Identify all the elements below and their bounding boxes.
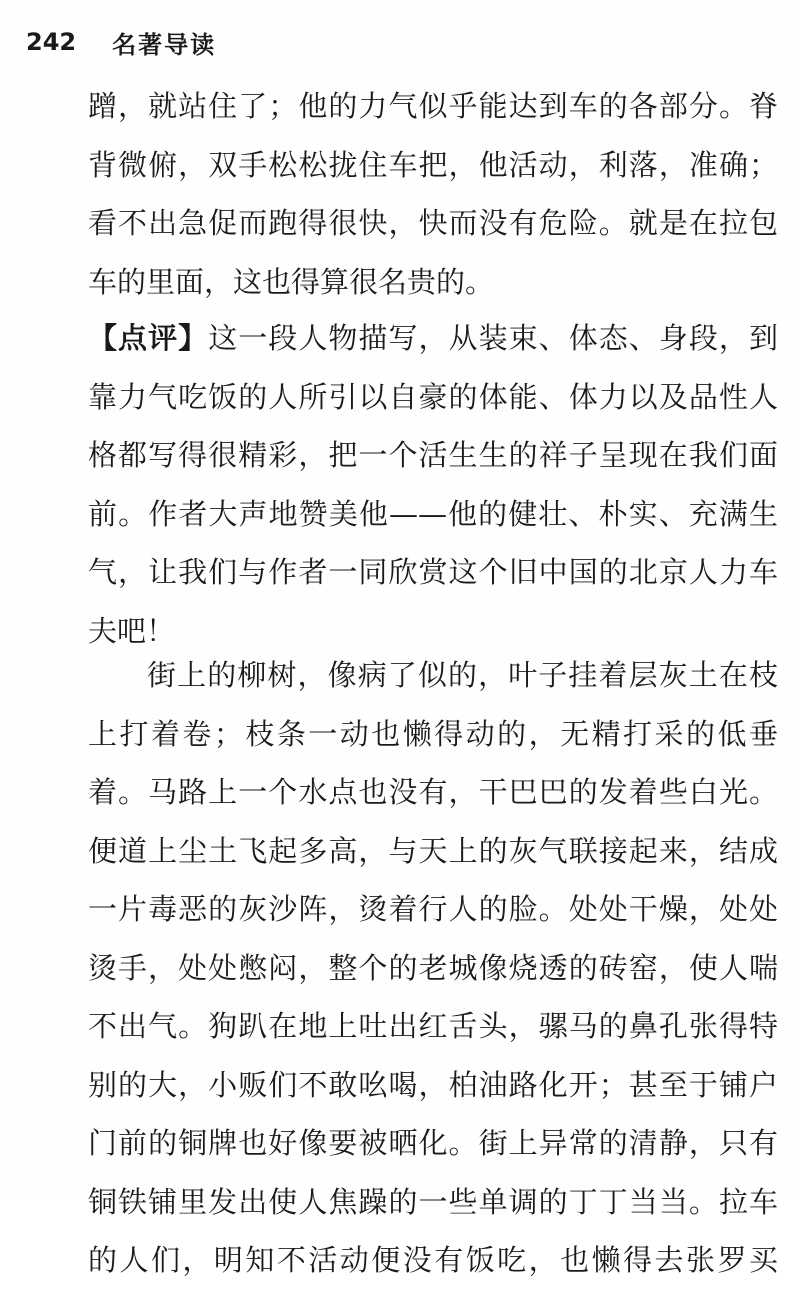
text-line: 街上的柳树，像病了似的，叶子挂着层灰土在枝	[147, 658, 778, 692]
book-title: 名著导读	[112, 30, 217, 59]
commentary-first-line-text: 这一段人物描写，从装束、体态、身段，到	[208, 321, 778, 355]
text-line: 着。马路上一个水点也没有，干巴巴的发着些白光。	[88, 775, 778, 809]
paragraph-2	[88, 646, 778, 1290]
text-line: 铜铁铺里发出使人焦躁的一些单调的丁丁当当。拉车	[88, 1184, 778, 1219]
text-line: 背微俯，双手松松拢住车把，他活动，利落，准确；	[88, 147, 778, 182]
text-line: 气，让我们与作者一同欣赏这个旧中国的北京人力车	[88, 555, 778, 589]
commentary-tag: 【点评】	[88, 321, 209, 355]
commentary-block	[88, 309, 778, 660]
text-line: 便道上尘土飞起多高，与天上的灰气联接起来，结成	[88, 833, 778, 868]
text-line: 蹭，就站住了；他的力气似乎能达到车的各部分。脊	[88, 89, 778, 123]
commentary-first-line	[88, 309, 778, 368]
text-line: 前。作者大声地赞美他——他的健壮、朴实、充满生	[88, 496, 778, 531]
text-line: 看不出急促而跑得很快，快而没有危险。就是在拉包	[88, 206, 778, 240]
text-line: 不出气。狗趴在地上吐出红舌头，骡马的鼻孔张得特	[88, 1009, 778, 1043]
text-line: 车的里面，这也得算很名贵的。	[88, 264, 495, 299]
text-line: 靠力气吃饭的人所引以自豪的体能、体力以及品性人	[88, 379, 778, 414]
page-header	[26, 22, 216, 62]
paragraph-1	[88, 77, 778, 311]
text-line: 格都写得很精彩，把一个活生生的祥子呈现在我们面	[88, 438, 778, 472]
text-line: 别的大，小贩们不敢吆喝，柏油路化开；甚至于铺户	[88, 1067, 778, 1102]
text-line: 的人们，明知不活动便没有饭吃，也懒得去张罗买	[88, 1243, 778, 1277]
text-line: 烫手，处处憋闷，整个的老城像烧透的砖窑，使人喘	[88, 950, 778, 985]
text-line: 上打着卷；枝条一动也懒得动的，无精打采的低垂	[88, 716, 778, 751]
page-number: 242	[26, 28, 77, 56]
text-line: 门前的铜牌也好像要被晒化。街上异常的清静，只有	[88, 1126, 778, 1160]
text-line: 一片毒恶的灰沙阵，烫着行人的脸。处处干燥，处处	[88, 892, 778, 926]
text-line: 夫吧！	[88, 613, 176, 648]
